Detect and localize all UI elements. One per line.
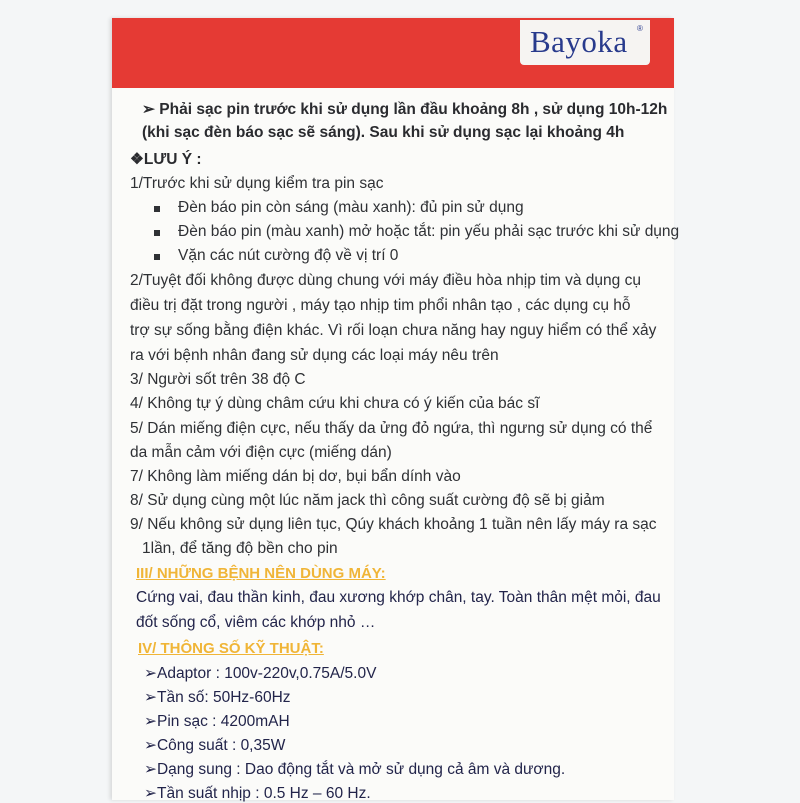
note-title: ❖LƯU Ý : bbox=[130, 151, 202, 168]
note-5-line-2: da mẫn cảm với điện cực (miếng dán) bbox=[130, 444, 392, 461]
spec-pulse-rate: ➢Tần suất nhịp : 0.5 Hz – 60 Hz. bbox=[144, 785, 371, 802]
note-7: 7/ Không làm miếng dán bị dơ, bụi bẩn dính vào bbox=[130, 468, 461, 485]
bullet-square-icon bbox=[154, 254, 160, 260]
brand-name: Bayoka bbox=[530, 24, 628, 59]
spec-frequency: ➢Tần số: 50Hz-60Hz bbox=[144, 689, 291, 706]
intro-line-2: (khi sạc đèn báo sạc sẽ sáng). Sau khi sử dụng sạc lại khoảng 4h bbox=[142, 124, 625, 141]
note-4: 4/ Không tự ý dùng châm cứu khi chưa có ý kiến của bác sĩ bbox=[130, 395, 540, 412]
note-8: 8/ Sử dụng cùng một lúc năm jack thì công suất cường độ sẽ bị giảm bbox=[130, 492, 605, 509]
note-3: 3/ Người sốt trên 38 độ C bbox=[130, 371, 306, 388]
manual-page bbox=[112, 18, 680, 802]
spec-battery: ➢Pin sạc : 4200mAH bbox=[144, 713, 290, 730]
note-9-line-2: 1lần, để tăng độ bền cho pin bbox=[142, 540, 338, 557]
note-2-line-2: điều trị đặt trong người , máy tạo nhịp tim phổi nhân tạo , các dụng cụ hỗ bbox=[130, 297, 631, 314]
section-3-title: III/ NHỮNG BỆNH NÊN DÙNG MÁY: bbox=[136, 565, 386, 582]
note-1-bullet-1: Đèn báo pin còn sáng (màu xanh): đủ pin sử dụng bbox=[178, 199, 524, 216]
note-9-line-1: 9/ Nếu không sử dụng liên tục, Qúy khách khoảng 1 tuần nên lấy máy ra sạc bbox=[130, 516, 657, 533]
note-1-bullet-3: Vặn các nút cường độ về vị trí 0 bbox=[178, 247, 399, 264]
spec-power: ➢Công suất : 0,35W bbox=[144, 737, 286, 754]
note-2-line-3: trợ sự sống bằng điện khác. Vì rối loạn chưa năng hay nguy hiểm có thể xảy bbox=[130, 322, 657, 339]
note-1-bullet-2: Đèn báo pin (màu xanh) mở hoặc tắt: pin yếu phải sạc trước khi sử dụng bbox=[178, 223, 680, 240]
page-content bbox=[112, 18, 680, 802]
section-3-line-2: đốt sống cổ, viêm các khớp nhỏ … bbox=[136, 614, 376, 631]
bullet-square-icon bbox=[154, 206, 160, 212]
note-2-line-1: 2/Tuyệt đối không được dùng chung với máy điều hòa nhịp tim và dụng cụ bbox=[130, 272, 641, 289]
section-3-line-1: Cứng vai, đau thần kinh, đau xương khớp chân, tay. Toàn thân mệt mỏi, đau bbox=[136, 589, 661, 606]
bullet-square-icon bbox=[154, 230, 160, 236]
registered-mark: ® bbox=[637, 24, 643, 33]
section-4-title: IV/ THÔNG SỐ KỸ THUẬT: bbox=[138, 640, 324, 657]
intro-line-1: ➢ Phải sạc pin trước khi sử dụng lần đầu khoảng 8h , sử dụng 10h-12h bbox=[142, 101, 668, 118]
spec-adaptor: ➢Adaptor : 100v-220v,0.75A/5.0V bbox=[144, 665, 377, 682]
spec-waveform: ➢Dạng sung : Dao động tắt và mở sử dụng cả âm và dương. bbox=[144, 761, 566, 778]
note-2-line-4: ra với bệnh nhân đang sử dụng các loại máy nêu trên bbox=[130, 347, 499, 364]
note-1: 1/Trước khi sử dụng kiểm tra pin sạc bbox=[130, 175, 384, 192]
note-5-line-1: 5/ Dán miếng điện cực, nếu thấy da ửng đỏ ngứa, thì ngưng sử dụng có thể bbox=[130, 420, 653, 437]
